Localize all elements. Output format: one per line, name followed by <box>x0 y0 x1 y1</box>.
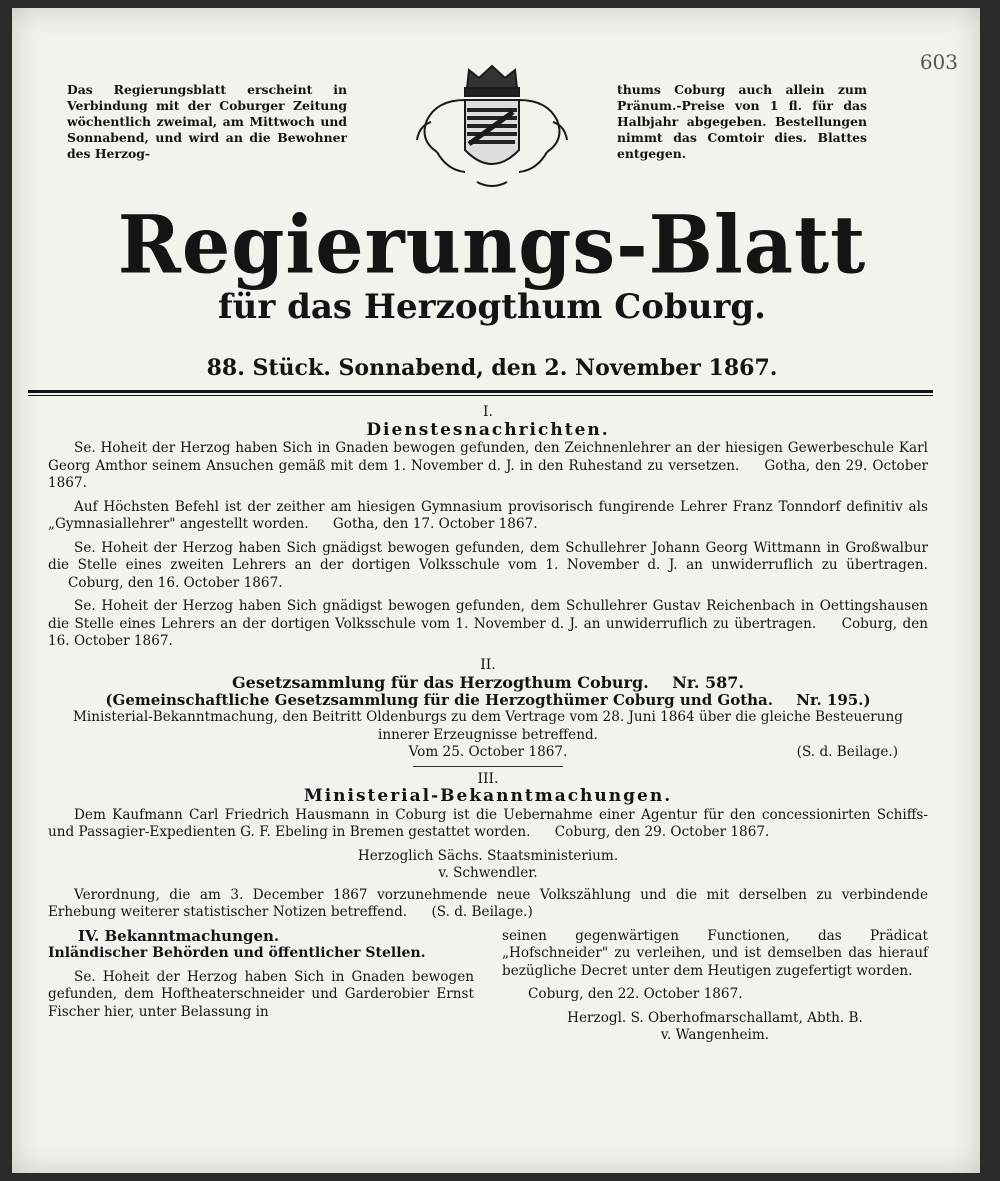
signature-name: v. Schwendler. <box>438 865 538 881</box>
law-collection-number: Nr. 587. <box>672 673 744 692</box>
right-column <box>502 928 928 1045</box>
two-column-section <box>48 928 928 1045</box>
left-column <box>48 928 474 1045</box>
section-heading: Ministerial-Bekanntmachungen. <box>303 786 673 806</box>
notice-paragraph <box>48 440 928 493</box>
supplement-reference: (S. d. Beilage.) <box>431 904 533 920</box>
law-sub-number: Nr. 195.) <box>796 690 871 709</box>
supplement-reference: (S. d. Beilage.) <box>796 744 898 760</box>
notice-text: Auf Höchsten Befehl ist der zeither am hiesigen Gymnasium provisorisch fungirende Lehrer Franz Tonndorf definitiv als „Gymnasiallehrer" angestellt worden. <box>48 498 928 532</box>
section-heading: Dienstesnachrichten. <box>366 419 610 440</box>
notice-place-date: Coburg, den 16. October 1867. <box>48 615 929 649</box>
law-collection-name: Gesetzsammlung für das Herzogthum Coburg. <box>231 673 649 692</box>
notice-place-date: Coburg, den 16. October 1867. <box>68 574 283 591</box>
law-date: Vom 25. October 1867. <box>408 744 568 760</box>
notice-text: Se. Hoheit der Herzog haben Sich gnädigst bewogen gefunden, dem Schullehrer Johann Georg Wittmann in Großwalbur die Stelle eines zweiten Lehrers an der dortigen Volksschule vom 1. November d. J. an unwiderruflich zu übertragen. <box>48 539 928 573</box>
law-collection-title <box>48 674 928 692</box>
law-sub-name: (Gemeinschaftliche Gesetzsammlung für die Herzogthümer Coburg und Gotha. <box>105 690 774 709</box>
notice-paragraph <box>48 887 928 922</box>
law-collection-subtitle <box>48 692 928 710</box>
document-body <box>48 404 928 1045</box>
masthead-rule-thin <box>28 395 933 396</box>
notice-place-date: Gotha, den 29. October 1867. <box>48 457 928 491</box>
section-number: I. <box>483 404 493 420</box>
signature-authority: Herzogl. S. Oberhofmarschallamt, Abth. B. <box>567 1009 863 1026</box>
section-subheading: Inländischer Behörden und öffentlicher Stellen. <box>48 945 426 961</box>
section-heading: IV. Bekanntmachungen. <box>78 926 280 945</box>
notice-paragraph <box>48 540 928 593</box>
signature-authority: Herzoglich Sächs. Staatsministerium. <box>357 847 619 864</box>
notice-text: Verordnung, die am 3. December 1867 vorzunehmende neue Volkszählung und die mit derselben zu verbindende Erhebung weiterer statistischer Notizen betreffend. <box>48 886 928 920</box>
notice-paragraph <box>48 598 928 651</box>
notice-paragraph <box>48 499 928 534</box>
notice-paragraph <box>48 807 928 842</box>
masthead-subtitle: für das Herzogthum Coburg. <box>217 287 767 327</box>
header-notice-left: Das Regierungsblatt erscheint in Verbindung mit der Coburger Zeitung wöchentlich zweimal, am Mittwoch und Sonnabend, und wird an die Bewohner des Herzog- <box>67 82 347 161</box>
section-number: II. <box>480 656 496 673</box>
masthead-rule <box>28 390 933 393</box>
notice-place-date: Coburg, den 29. October 1867. <box>554 824 770 840</box>
notice-paragraph: Se. Hoheit der Herzog haben Sich in Gnaden bewogen gefunden, dem Hoftheaterschneider und Garderobier Ernst Fischer hier, unter Belassung in <box>48 968 474 1020</box>
notice-place-date: Gotha, den 17. October 1867. <box>332 516 538 532</box>
header-notice-right: thums Coburg auch allein zum Pränum.-Preise von 1 fl. für das Halbjahr abgegeben. Bestellungen nimmt das Comtoir dies. Blattes entgegen. <box>617 82 867 161</box>
notice-paragraph: seinen gegenwärtigen Functionen, das Prädicat „Hofschneider" zu verleihen, und ist demselben das hierauf bezügliche Decret unter dem Heutigen zugefertigt worden. <box>502 927 928 979</box>
law-description: Ministerial-Bekanntmachung, den Beitritt Oldenburgs zu dem Vertrage vom 28. Juni 1864 über die gleiche Besteuerung innerer Erzeugnisse betreffend. <box>73 709 903 743</box>
coat-of-arms-icon <box>407 60 577 195</box>
page-number: 603 <box>919 50 958 74</box>
document-page <box>12 8 980 1173</box>
section-number: III. <box>477 770 499 787</box>
notice-text: Se. Hoheit der Herzog haben Sich in Gnaden bewogen gefunden, den Zeichnenlehrer an der hiesigen Gewerbeschule Karl Georg Amthor seinem Ansuchen gemäß mit dem 1. November d. J. in den Ruhestand zu versetzen. <box>48 440 928 474</box>
signature-name: v. Wangenheim. <box>660 1027 770 1043</box>
notice-text: Se. Hoheit der Herzog haben Sich gnädigst bewogen gefunden, dem Schullehrer Gustav Reichenbach in Oettingshausen die Stelle eines Lehrers an der dortigen Volksschule vom 1. November d. J. an unwiderruflich zu übertragen. <box>48 598 928 632</box>
section-divider <box>413 766 563 767</box>
notice-text: Dem Kaufmann Carl Friedrich Hausmann in Coburg ist die Uebernahme einer Agentur für den concessionirten Schiffs- und Passagier-Expedienten G. F. Ebeling in Bremen gestattet worden. <box>48 806 928 840</box>
notice-place-date: Coburg, den 22. October 1867. <box>528 986 743 1002</box>
masthead-title: Regierungs-Blatt <box>117 197 867 292</box>
law-date-line <box>48 744 928 762</box>
issue-line: 88. Stück. Sonnabend, den 2. November 1867. <box>206 355 778 381</box>
